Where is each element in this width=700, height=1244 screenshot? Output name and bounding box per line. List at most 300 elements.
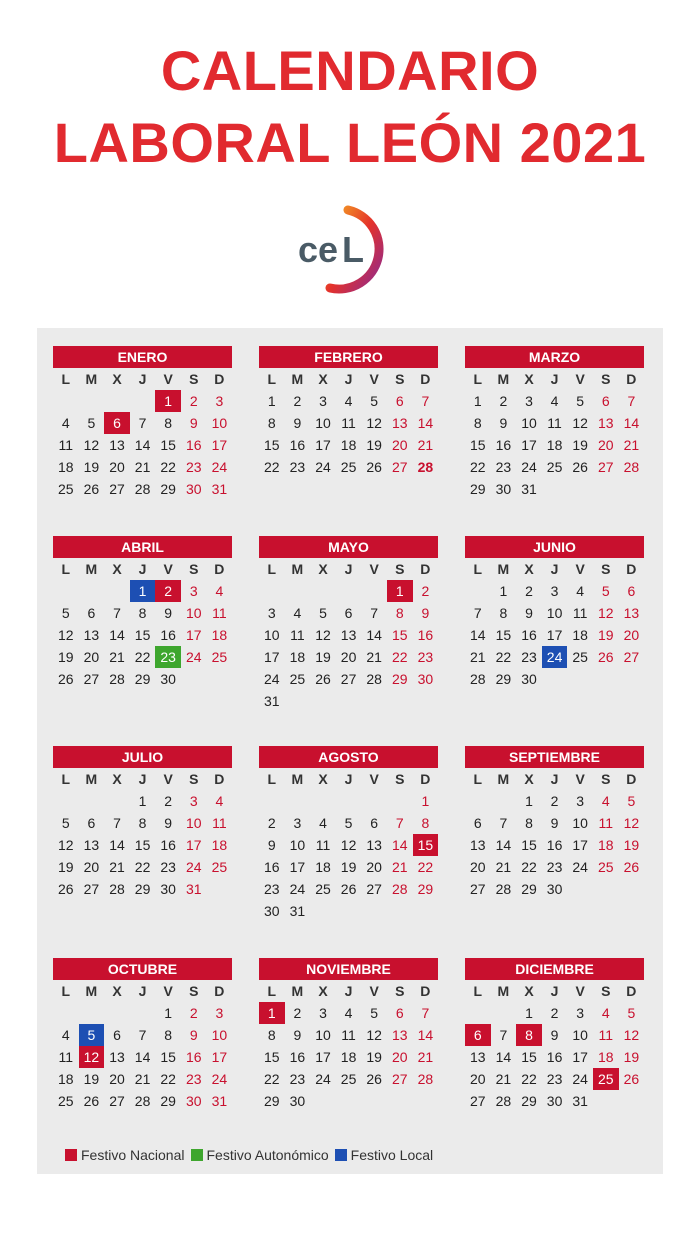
day-cell: 20 [366, 859, 382, 875]
day-cell: 4 [61, 415, 70, 431]
day-cell: 11 [212, 815, 227, 831]
day-cell: 3 [576, 793, 585, 809]
day-cell: 27 [83, 881, 100, 897]
day-cell: 27 [470, 1093, 486, 1109]
day-cell: 12 [58, 837, 74, 853]
day-cell: 20 [391, 437, 408, 453]
day-cell: 28 [134, 1093, 151, 1109]
weekday-label: M [497, 561, 510, 577]
day-cell: 16 [160, 627, 176, 643]
day-cell: 20 [109, 459, 125, 475]
day-cell: 2 [550, 793, 559, 809]
day-cell: 30 [546, 1093, 563, 1109]
empty-cell [79, 1002, 105, 1024]
day-cell: 14 [134, 1049, 151, 1065]
day-cell: 20 [109, 1071, 125, 1087]
day-cell: 2 [155, 580, 181, 602]
day-cell: 4 [293, 605, 302, 621]
weekday-label: J [138, 561, 147, 577]
day-cell: 9 [189, 415, 198, 431]
day-cell: 2 [293, 393, 302, 409]
day-cell: 18 [58, 1071, 74, 1087]
day-cell: 7 [473, 605, 482, 621]
day-cell: 22 [264, 459, 280, 475]
empty-cell [79, 790, 105, 812]
weekday-label: D [214, 771, 225, 787]
weekday-label: X [112, 371, 122, 387]
day-cell: 14 [417, 415, 434, 431]
weekday-label: L [473, 983, 483, 999]
weekday-label: D [420, 561, 431, 577]
day-cell: 27 [109, 1093, 125, 1109]
empty-cell [53, 1002, 79, 1024]
day-cell: 8 [421, 815, 430, 831]
day-cell: 15 [160, 437, 176, 453]
empty-cell [285, 790, 311, 812]
weekday-label: M [85, 771, 98, 787]
day-cell: 10 [211, 1027, 228, 1043]
day-cell: 11 [598, 1027, 614, 1043]
title-line-1: CALENDARIO [160, 39, 540, 102]
day-cell: 19 [340, 859, 357, 875]
day-cell: 28 [623, 459, 640, 475]
day-cell: 5 [370, 1005, 379, 1021]
month-header: MARZO [465, 346, 644, 368]
day-cell: 22 [417, 859, 434, 875]
day-cell: 4 [319, 815, 327, 831]
weekday-label: D [626, 561, 637, 577]
day-cell: 14 [495, 837, 512, 853]
day-cell: 28 [470, 671, 486, 687]
day-cell: 3 [215, 393, 224, 409]
day-cell: 4 [215, 793, 224, 809]
day-cell: 30 [185, 481, 202, 497]
day-cell: 1 [155, 390, 181, 412]
day-cell: 26 [366, 459, 382, 475]
cel-logo [290, 200, 410, 300]
day-cell: 19 [597, 627, 614, 643]
day-cell: 5 [576, 393, 585, 409]
day-cell: 30 [521, 671, 537, 687]
day-cell: 30 [289, 1093, 306, 1109]
weekday-label: J [344, 771, 353, 787]
day-cell: 16 [546, 1049, 563, 1065]
day-cell: 28 [109, 881, 125, 897]
empty-cell [336, 580, 362, 602]
month-grid [465, 558, 644, 690]
day-cell: 13 [83, 627, 100, 643]
day-cell: 14 [109, 837, 125, 853]
weekday-label: L [267, 983, 277, 999]
day-cell: 1 [421, 793, 430, 809]
day-cell: 8 [138, 605, 147, 621]
legend-item-local [335, 1147, 433, 1163]
day-cell: 11 [58, 437, 74, 453]
day-cell: 15 [264, 1049, 280, 1065]
day-cell: 6 [395, 1005, 404, 1021]
legend-label-local: Festivo Local [350, 1147, 434, 1163]
day-cell: 3 [525, 393, 533, 409]
day-cell: 3 [319, 393, 327, 409]
day-cell: 3 [267, 605, 276, 621]
day-cell: 15 [134, 627, 151, 643]
weekday-label: V [575, 983, 585, 999]
day-cell: 15 [134, 837, 151, 853]
month-agosto [259, 746, 438, 922]
day-cell: 16 [264, 859, 280, 875]
legend-label-nacional: Festivo Nacional [81, 1147, 185, 1163]
day-cell: 18 [340, 1049, 357, 1065]
day-cell: 19 [83, 459, 100, 475]
empty-cell [104, 790, 130, 812]
day-cell: 22 [160, 459, 176, 475]
day-cell: 11 [315, 837, 331, 853]
day-cell: 15 [521, 837, 537, 853]
weekday-label: J [550, 771, 559, 787]
day-cell: 29 [391, 671, 408, 687]
weekday-label: M [291, 561, 304, 577]
day-cell: 13 [391, 1027, 408, 1043]
day-cell: 2 [421, 583, 430, 599]
day-cell: 25 [593, 1068, 619, 1090]
day-cell: 31 [572, 1093, 588, 1109]
day-cell: 30 [160, 671, 176, 687]
day-cell: 22 [521, 1071, 537, 1087]
weekday-label: V [163, 983, 173, 999]
day-cell: 18 [58, 459, 74, 475]
day-cell: 4 [601, 793, 610, 809]
day-cell: 10 [289, 837, 306, 853]
month-header: ENERO [53, 346, 232, 368]
empty-cell [336, 790, 362, 812]
day-cell: 23 [264, 881, 280, 897]
weekday-label: J [550, 371, 559, 387]
month-septiembre [465, 746, 644, 900]
day-cell: 7 [421, 393, 430, 409]
weekday-label: X [524, 561, 534, 577]
day-cell: 5 [370, 393, 379, 409]
day-cell: 21 [470, 649, 486, 665]
day-cell: 5 [344, 815, 353, 831]
weekday-label: S [601, 983, 611, 999]
day-cell: 26 [315, 671, 331, 687]
weekday-label: M [497, 983, 510, 999]
day-cell: 19 [83, 1071, 100, 1087]
day-cell: 8 [499, 605, 508, 621]
day-cell: 5 [627, 793, 636, 809]
weekday-label: D [626, 371, 637, 387]
day-cell: 17 [185, 627, 202, 643]
day-cell: 28 [109, 671, 125, 687]
day-cell: 23 [521, 649, 537, 665]
day-cell: 10 [185, 605, 202, 621]
day-cell: 10 [546, 605, 563, 621]
day-cell: 16 [546, 837, 563, 853]
day-cell: 16 [289, 1049, 306, 1065]
day-cell: 24 [185, 859, 202, 875]
day-cell: 11 [290, 627, 305, 643]
day-cell: 21 [417, 437, 434, 453]
empty-cell [361, 580, 387, 602]
day-cell: 14 [134, 437, 151, 453]
day-cell: 3 [293, 815, 302, 831]
month-header: MAYO [259, 536, 438, 558]
day-cell: 22 [495, 649, 512, 665]
day-cell: 4 [344, 1005, 353, 1021]
day-cell: 27 [623, 649, 640, 665]
day-cell: 18 [211, 627, 228, 643]
day-cell: 5 [79, 1024, 105, 1046]
day-cell: 14 [417, 1027, 434, 1043]
day-cell: 2 [293, 1005, 302, 1021]
day-cell: 29 [160, 481, 176, 497]
weekday-label: V [575, 371, 585, 387]
day-cell: 21 [366, 649, 382, 665]
day-cell: 20 [470, 1071, 486, 1087]
weekday-label: V [163, 561, 173, 577]
day-cell: 28 [391, 881, 408, 897]
weekday-label: J [344, 561, 353, 577]
day-cell: 30 [185, 1093, 202, 1109]
day-cell: 13 [366, 837, 382, 853]
day-cell: 21 [391, 859, 408, 875]
day-cell: 23 [160, 859, 176, 875]
day-cell: 1 [473, 393, 482, 409]
day-cell: 10 [185, 815, 202, 831]
legend-item-nacional [65, 1147, 185, 1163]
day-cell: 14 [623, 415, 640, 431]
empty-cell [310, 790, 336, 812]
day-cell: 29 [521, 1093, 537, 1109]
day-cell: 13 [109, 437, 125, 453]
weekday-label: M [85, 983, 98, 999]
day-cell: 20 [623, 627, 640, 643]
empty-cell [53, 390, 79, 412]
legend-item-autonomico [191, 1147, 329, 1163]
day-cell: 20 [470, 859, 486, 875]
day-cell: 7 [138, 1027, 147, 1043]
weekday-label: V [163, 771, 173, 787]
weekday-label: V [369, 983, 379, 999]
day-cell: 10 [572, 1027, 588, 1043]
day-cell: 18 [211, 837, 228, 853]
weekday-label: D [420, 983, 431, 999]
weekday-label: M [291, 771, 304, 787]
day-cell: 30 [495, 481, 512, 497]
day-cell: 22 [160, 1071, 176, 1087]
day-cell: 13 [109, 1049, 125, 1065]
day-cell: 25 [211, 859, 228, 875]
day-cell: 12 [340, 837, 357, 853]
day-cell: 27 [340, 671, 357, 687]
day-cell: 17 [264, 649, 280, 665]
day-cell: 15 [160, 1049, 176, 1065]
day-cell: 24 [289, 881, 306, 897]
empty-cell [285, 580, 311, 602]
day-cell: 11 [58, 1049, 74, 1065]
day-cell: 15 [264, 437, 280, 453]
day-cell: 24 [211, 459, 228, 475]
day-cell: 24 [521, 459, 537, 475]
day-cell: 18 [597, 837, 614, 853]
month-header: JUNIO [465, 536, 644, 558]
day-cell: 31 [211, 1093, 228, 1109]
day-cell: 4 [576, 583, 585, 599]
empty-cell [387, 790, 413, 812]
day-cell: 5 [627, 1005, 636, 1021]
weekday-label: L [473, 561, 483, 577]
weekday-label: X [318, 371, 328, 387]
day-cell: 29 [134, 881, 151, 897]
day-cell: 16 [417, 627, 434, 643]
day-cell: 22 [521, 859, 537, 875]
month-junio [465, 536, 644, 690]
day-cell: 27 [391, 1071, 408, 1087]
weekday-label: D [626, 983, 637, 999]
day-cell: 16 [160, 837, 176, 853]
month-grid [259, 768, 438, 922]
day-cell: 24 [315, 459, 331, 475]
month-diciembre [465, 958, 644, 1112]
day-cell: 23 [417, 649, 434, 665]
day-cell: 8 [525, 815, 533, 831]
day-cell: 27 [366, 881, 382, 897]
day-cell: 12 [58, 627, 74, 643]
empty-cell [130, 1002, 156, 1024]
day-cell: 14 [109, 627, 125, 643]
day-cell: 4 [61, 1027, 70, 1043]
weekday-label: M [291, 983, 304, 999]
day-cell: 17 [211, 1049, 228, 1065]
month-octubre [53, 958, 232, 1112]
day-cell: 27 [391, 459, 408, 475]
day-cell: 11 [341, 415, 356, 431]
empty-cell [361, 790, 387, 812]
day-cell: 24 [211, 1071, 228, 1087]
day-cell: 9 [550, 1027, 559, 1043]
day-cell: 4 [215, 583, 224, 599]
day-cell: 7 [113, 815, 121, 831]
day-cell: 1 [267, 393, 276, 409]
weekday-label: V [369, 771, 379, 787]
day-cell: 7 [627, 393, 636, 409]
day-cell: 9 [164, 605, 173, 621]
month-grid [53, 558, 232, 690]
weekday-label: X [112, 561, 122, 577]
empty-cell [465, 1002, 491, 1024]
empty-cell [104, 390, 130, 412]
weekday-label: S [189, 561, 199, 577]
weekday-label: S [601, 371, 611, 387]
day-cell: 20 [83, 649, 100, 665]
empty-cell [79, 390, 105, 412]
month-enero [53, 346, 232, 500]
day-cell: 23 [155, 646, 181, 668]
day-cell: 29 [160, 1093, 176, 1109]
weekday-label: M [85, 561, 98, 577]
svg-text:L: L [342, 229, 364, 270]
day-cell: 13 [391, 415, 408, 431]
weekday-label: M [497, 771, 510, 787]
day-cell: 22 [134, 859, 151, 875]
empty-cell [53, 790, 79, 812]
month-header: SEPTIEMBRE [465, 746, 644, 768]
day-cell: 10 [211, 415, 228, 431]
day-cell: 25 [597, 859, 614, 875]
empty-cell [259, 580, 285, 602]
day-cell: 1 [164, 1005, 173, 1021]
day-cell: 18 [546, 437, 563, 453]
day-cell: 6 [104, 412, 130, 434]
month-marzo [465, 346, 644, 500]
day-cell: 2 [550, 1005, 559, 1021]
day-cell: 11 [598, 815, 614, 831]
weekday-label: M [291, 371, 304, 387]
day-cell: 9 [525, 605, 533, 621]
empty-cell [130, 390, 156, 412]
day-cell: 18 [289, 649, 306, 665]
day-cell: 2 [525, 583, 533, 599]
day-cell: 25 [289, 671, 306, 687]
day-cell: 13 [470, 837, 486, 853]
empty-cell [104, 1002, 130, 1024]
day-cell: 8 [164, 1027, 173, 1043]
day-cell: 11 [341, 1027, 356, 1043]
day-cell: 22 [134, 649, 151, 665]
day-cell: 10 [572, 815, 588, 831]
day-cell: 1 [259, 1002, 285, 1024]
day-cell: 19 [315, 649, 331, 665]
day-cell: 21 [495, 859, 512, 875]
day-cell: 13 [340, 627, 357, 643]
day-cell: 10 [264, 627, 280, 643]
swatch-local [335, 1149, 347, 1161]
day-cell: 25 [340, 459, 357, 475]
day-cell: 28 [417, 459, 434, 475]
day-cell: 24 [542, 646, 568, 668]
day-cell: 23 [495, 459, 512, 475]
weekday-label: L [267, 771, 277, 787]
weekday-label: S [189, 371, 199, 387]
day-cell: 7 [370, 605, 379, 621]
month-febrero [259, 346, 438, 478]
day-cell: 2 [267, 815, 276, 831]
day-cell: 17 [315, 437, 331, 453]
day-cell: 19 [623, 837, 640, 853]
empty-cell [79, 580, 105, 602]
day-cell: 19 [366, 437, 382, 453]
empty-cell [310, 580, 336, 602]
empty-cell [104, 580, 130, 602]
day-cell: 9 [293, 415, 302, 431]
weekday-label: V [369, 561, 379, 577]
month-header: DICIEMBRE [465, 958, 644, 980]
weekday-label: D [214, 983, 225, 999]
day-cell: 2 [164, 793, 173, 809]
day-cell: 10 [315, 1027, 331, 1043]
day-cell: 24 [572, 1071, 588, 1087]
weekday-label: L [61, 983, 71, 999]
day-cell: 2 [189, 393, 198, 409]
month-noviembre [259, 958, 438, 1112]
day-cell: 15 [521, 1049, 537, 1065]
day-cell: 21 [134, 459, 151, 475]
day-cell: 3 [189, 793, 198, 809]
day-cell: 26 [623, 1071, 640, 1087]
weekday-label: X [112, 771, 122, 787]
day-cell: 18 [315, 859, 331, 875]
weekday-label: V [369, 371, 379, 387]
